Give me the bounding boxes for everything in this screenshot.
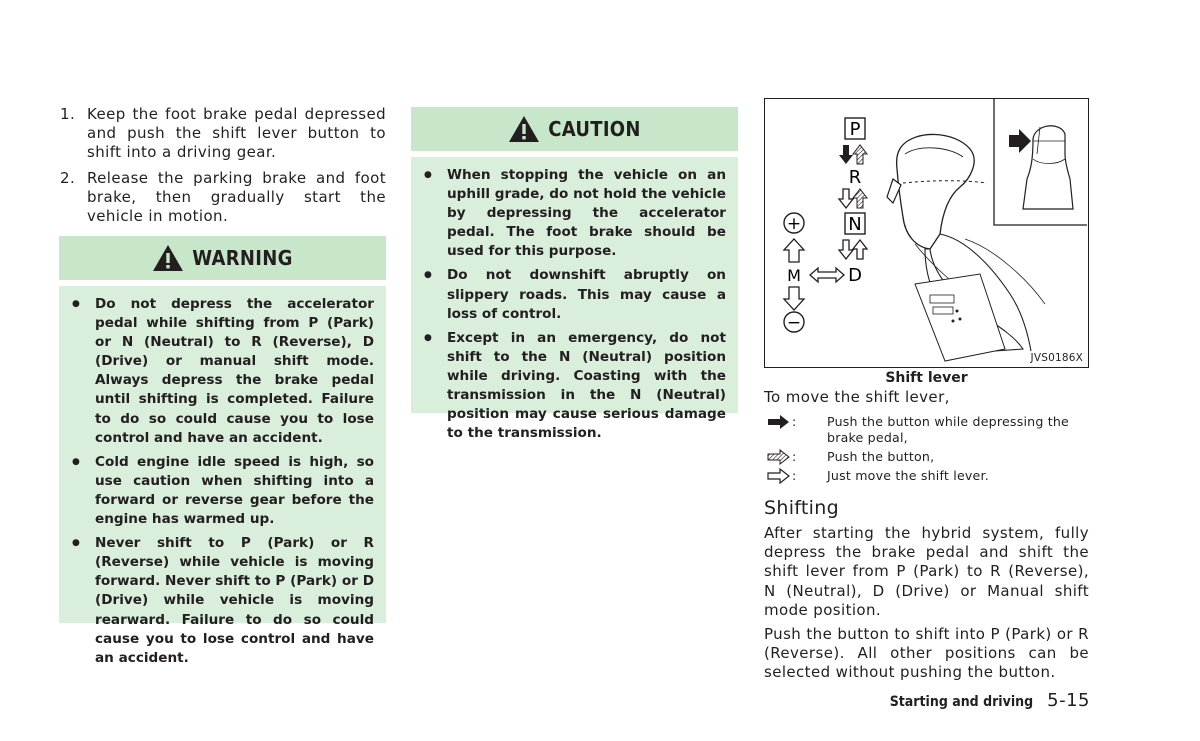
figure-code: JVS0186X	[1030, 352, 1083, 364]
warning-title: WARNING	[192, 246, 293, 270]
outline-arrow-icon	[766, 468, 792, 484]
shift-lever-figure	[764, 98, 1089, 368]
warning-header	[59, 236, 386, 286]
step-item: 1. Keep the foot brake pedal depressed and push the shift lever button to shift into a driving gear.	[60, 105, 386, 162]
shifting-paragraph-1: After starting the hybrid system, fully depress the brake pedal and shift the shift lever from P (Park) to R (Reverse), N (Neutral), D (Drive) or Manual shift mode position.	[764, 524, 1089, 619]
shifting-heading: Shifting	[764, 497, 839, 519]
shift-intro-text: To move the shift lever,	[764, 388, 950, 406]
gear-d-label: D	[848, 265, 862, 286]
caution-item: ● Except in an emergency, do not shift to the N (Neutral) position while driving. Coasting with the transmission in the N (Neutral) position may cause serious damage to the transmission.	[411, 329, 726, 444]
warning-item: ● Cold engine idle speed is high, so use caution when shifting into a forward or reverse gear before the engine has warmed up.	[59, 453, 374, 529]
page-footer	[890, 690, 1090, 711]
caution-title: CAUTION	[548, 117, 641, 141]
caution-triangle-icon	[508, 115, 540, 143]
solid-arrow-icon	[766, 414, 792, 430]
page-number: 5-15	[1047, 690, 1090, 711]
caution-item: ● When stopping the vehicle on an uphill grade, do not hold the vehicle by depressing the accelerator pedal. The foot brake should be used for this purpose.	[411, 166, 726, 261]
caution-box	[411, 107, 738, 442]
procedure-steps	[60, 105, 386, 232]
gear-minus-label: −	[786, 313, 802, 333]
gear-r-label: R	[848, 167, 862, 188]
warning-item: ● Never shift to P (Park) or R (Reverse) while vehicle is moving forward. Never shift to P (Park) or D (Drive) while vehicle is moving rearward. Failure to do so could cause you to lose control and have an accident.	[59, 534, 374, 668]
hatched-arrow-icon	[766, 449, 792, 465]
gear-p-label: P	[849, 119, 861, 140]
gear-n-label: N	[848, 214, 862, 235]
legend-row: : Push the button while depressing the brake pedal,	[766, 414, 1086, 446]
legend-row: : Just move the shift lever.	[766, 468, 1086, 484]
footer-section-title: Starting and driving	[889, 694, 1034, 710]
gear-plus-label: +	[786, 214, 802, 234]
warning-item: ● Do not depress the accelerator pedal while shifting from P (Park) or N (Neutral) to R (Reverse), D (Drive) or manual shift mode. Always depress the brake pedal until shifting is completed. Failure to do so could cause you to lose control and have an accident.	[59, 295, 374, 448]
gear-m-label: M	[787, 266, 801, 285]
legend-row: : Push the button,	[766, 449, 1086, 465]
step-item: 2. Release the parking brake and foot brake, then gradually start the vehicle in motion.	[60, 168, 386, 226]
figure-caption: Shift lever	[885, 370, 968, 386]
shift-lever-illustration	[765, 99, 1088, 367]
caution-header	[411, 107, 738, 157]
warning-triangle-icon	[152, 244, 184, 272]
shifting-paragraph-2: Push the button to shift into P (Park) or R (Reverse). All other positions can be selected without pushing the button.	[764, 625, 1089, 682]
caution-item: ● Do not downshift abruptly on slippery roads. This may cause a loss of control.	[411, 266, 726, 323]
caution-body	[411, 157, 738, 442]
warning-body	[59, 286, 386, 666]
arrow-legend	[766, 414, 1086, 487]
warning-box	[59, 236, 386, 666]
